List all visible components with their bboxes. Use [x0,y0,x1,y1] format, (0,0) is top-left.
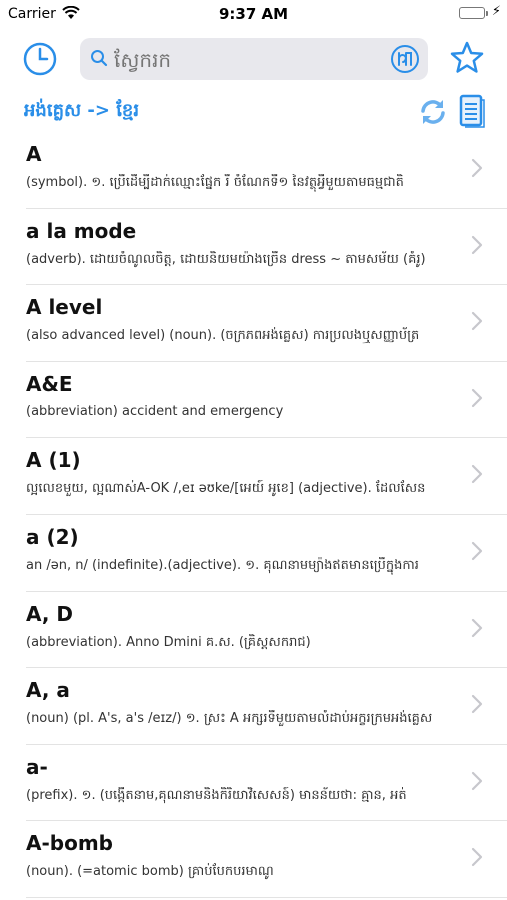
entry-word: A&E [26,371,73,396]
entry-definition: (prefix). ១. (បង្កើតនាម,គុណនាមនិងកិរិយាវិសេសន៍) មានន័យថា: គ្មាន, អត់ [26,787,407,803]
charging-icon: ⚡ [491,4,501,19]
entry-definition: (noun). (=atomic bomb) គ្រាប់បែកបរមាណូ [26,864,274,880]
chevron-right-icon [471,388,483,408]
entry-definition: an /ən, n/ (indefinite).(adjective). ១. គុណនាមម្យ៉ាងឥតមានប្រើក្នុងការ [26,557,419,573]
entry-word: a- [26,754,48,779]
entry-definition: (also advanced level) (noun). (ចក្រភពអង់គ្លេស) ការប្រលងឬសញ្ញាប័ត្រ [26,328,420,344]
list-item[interactable] [26,209,507,286]
list-item[interactable] [26,362,507,439]
clock-icon [22,41,58,77]
entry-word: A (1) [26,448,81,473]
entry-word: a la mode [26,218,137,243]
star-icon [449,40,485,76]
entry-list [0,132,507,898]
swap-icon [417,96,449,128]
entry-definition: ល្អលេខមួយ, ល្អណាស់A-OK /,eɪ əʊke/[អេយ៍ អូខេ] (adjective). ដែលសែន [26,481,426,497]
favorites-button[interactable] [449,40,485,76]
carrier-label: Carrier [8,6,56,22]
language-direction[interactable]: អង់គ្លេស -> ខ្មែរ [24,100,140,121]
status-time: 9:37 AM [218,5,289,23]
entry-word: A level [26,295,103,320]
list-item[interactable] [26,438,507,515]
chevron-right-icon [471,618,483,638]
chevron-right-icon [471,235,483,255]
chevron-right-icon [471,847,483,867]
search-icon [90,49,108,67]
chevron-right-icon [471,541,483,561]
chevron-right-icon [471,158,483,178]
list-item[interactable] [26,592,507,669]
document-button[interactable] [459,94,485,128]
search-bar [0,36,507,84]
entry-definition: (abbreviation) accident and emergency [26,403,284,419]
entry-definition: (abbreviation). Anno Dmini គ.ស. (គ្រិស្តសករាជ) [26,634,311,650]
swap-language-button[interactable] [417,96,449,128]
chevron-right-icon [471,311,483,331]
entry-word: A-bomb [26,831,113,856]
entry-word: A, D [26,601,74,626]
chevron-right-icon [471,694,483,714]
keyboard-icon [390,44,420,74]
chevron-right-icon [471,464,483,484]
entry-definition: (symbol). ១. ប្រើដើម្បីដាក់ឈ្មោះផ្នែក រឺ ចំណែកទី១ នៃវត្ថុអ្វីមួយតាមធម្មជាតិ [26,175,404,190]
list-item[interactable] [26,745,507,822]
keyboard-toggle-button[interactable] [390,44,420,74]
entry-word: A [26,142,42,166]
entry-definition: (noun) (pl. A's, a's /eɪz/) ១. ស្រះ A អក្សរទីមួយតាមលំដាប់អក្ខរក្រមអង់គ្លេស [26,711,433,727]
list-item[interactable] [26,668,507,745]
chevron-right-icon [471,771,483,791]
entry-definition: (adverb). ដោយចំណូលចិត្ត, ដោយនិយមយ៉ាងច្រើន dress ~ តាមសម័យ (គំរូ) [26,251,426,267]
entry-word: A, a [26,678,70,703]
language-bar [0,94,507,130]
status-bar [0,0,507,28]
list-item[interactable] [26,515,507,592]
list-item[interactable] [26,132,507,209]
entry-word: a (2) [26,524,79,549]
document-icon [459,94,485,128]
search-field[interactable] [80,38,428,80]
list-item[interactable] [26,821,507,898]
list-item[interactable] [26,285,507,362]
history-button[interactable] [22,41,58,77]
battery-icon [459,7,485,19]
search-input[interactable] [112,44,376,76]
